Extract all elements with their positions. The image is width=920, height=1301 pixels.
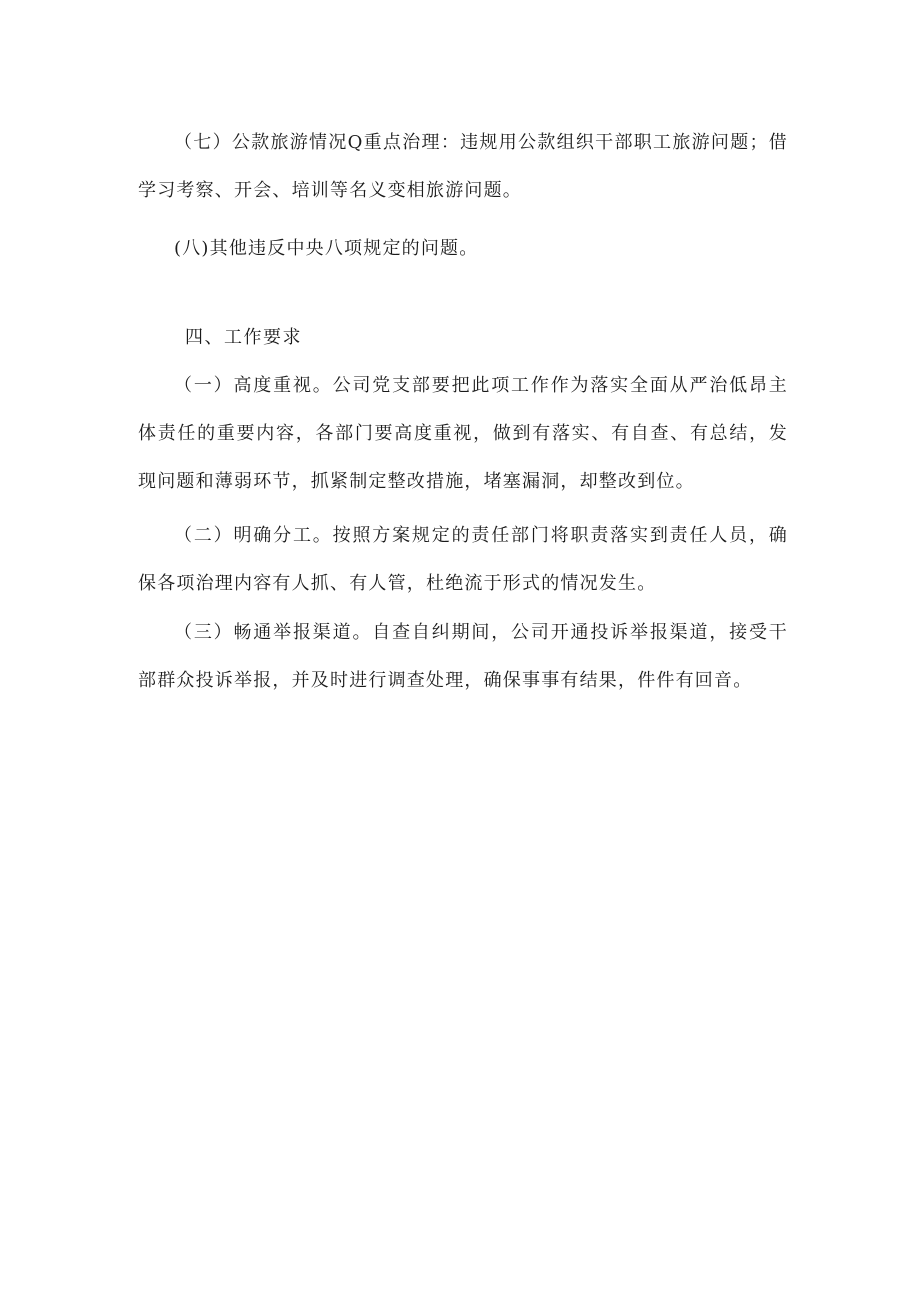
requirement-paragraph: （三）畅通举报渠道。自查自纠期间，公司开通投诉举报渠道，接受干部群众投诉举报，并及时进行调查处理，确保事事有结果，件件有回音。 — [138, 622, 788, 691]
paragraph-item-7: （七）公款旅游情况Q重点治理：违规用公款组织干部职工旅游问题；借学习考察、开会、培训等名义变相旅游问题。 — [138, 132, 788, 201]
requirement-paragraph: （二）明确分工。按照方案规定的责任部门将职责落实到责任人员，确保各项治理内容有人抓、有人管，杜绝流于形式的情况发生。 — [138, 525, 788, 594]
paragraph-item-8: (八)其他违反中央八项规定的问题。 — [174, 238, 479, 259]
section-heading: 四、工作要求 — [185, 327, 302, 348]
requirement-paragraph: （一）高度重视。公司党支部要把此项工作作为落实全面从严治低昂主体责任的重要内容，各部门要高度重视，做到有落实、有自查、有总结，发现问题和薄弱环节，抓紧制定整改措施，堵塞漏洞，却整改到位。 — [138, 375, 788, 492]
